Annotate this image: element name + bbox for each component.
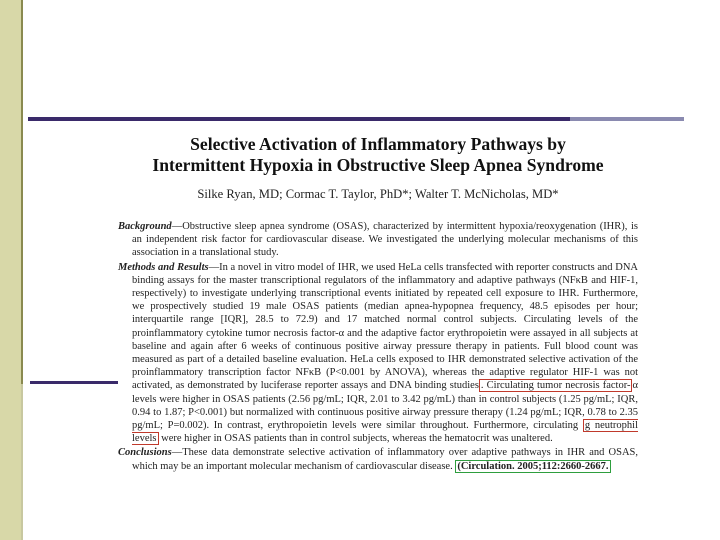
- highlight-tnf-alpha: . Circulating tumor necrosis factor-: [480, 380, 631, 392]
- article-image: [118, 128, 638, 482]
- methods-text-3: were higher in OSAS patients than in control subjects, whereas the hematocrit was unaltered.: [158, 433, 553, 445]
- title-line-2: Intermittent Hypoxia in Obstructive Sleep Apnea Syndrome: [152, 155, 604, 175]
- methods-paragraph: [118, 261, 638, 446]
- methods-heading: Methods and Results: [118, 261, 209, 273]
- background-paragraph: [118, 220, 638, 260]
- methods-text-1: —In a novel in vitro model of IHR, we used HeLa cells transfected with reporter constructs and DNA binding assays for the master transcriptional regulators of the inflammatory and adaptive pathways (NFκB and HIF-1, respectively) to investigate underlying transcriptional events initiated by repeated cell exposure to IHR. Furthermore, we prospectively studied 19 male OSAS patients (median apnea-hypopnea frequency, 48.5 episodes per hour; interquartile range [IQR], 28.5 to 72.9) and 17 matched normal control subjects. Circulating levels of the proinflammatory cytokine tumor necrosis factor-α and the adaptive factor erythropoietin were assayed in all subjects at baseline and again after 6 weeks of continuous positive airway pressure therapy in patients. Full blood count was measured as part of a detailed baseline evaluation. HeLa cells exposed to IHR demonstrated selective activation of the proinflammatory transcription factor NFκB (P<0.001 by ANOVA), whereas the adaptive regulator HIF-1 was not activated, as demonstrated by luciferase reporter assays and DNA binding studies: [132, 261, 638, 392]
- vertical-divider-lower: [21, 384, 23, 540]
- conclusions-paragraph: [118, 446, 638, 472]
- methods-text-2: α levels were higher in OSAS patients (2.56 pg/mL; IQR, 2.01 to 3.42 pg/mL) than in control subjects (1.25 pg/mL; IQR, 0.94 to 1.87; P<0.001) but normalized with continuous positive airway pressure therapy (1.24 pg/mL; IQR, 0.78 to 2.35 pg/mL; P=0.002). In contrast, erythropoietin levels were similar throughout. Furthermore, circulating: [132, 380, 638, 432]
- article-abstract: [118, 220, 638, 474]
- article-authors: Silke Ryan, MD; Cormac T. Taylor, PhD*; Walter T. McNicholas, MD*: [197, 187, 559, 201]
- background-text: —Obstructive sleep apnea syndrome (OSAS), characterized by intermittent hypoxia/reoxygenation (IHR), is an independent risk factor for cardiovascular disease. We investigated the underlying molecular mechanisms of this association in a translational study.: [132, 221, 638, 259]
- highlight-citation: (Circulation. 2005;112:2660-2667.: [457, 460, 609, 472]
- conclusions-heading: Conclusions: [118, 447, 172, 459]
- horizontal-divider-extension: [570, 117, 684, 121]
- article-title: [118, 134, 638, 176]
- title-line-1: Selective Activation of Inflammatory Pathways by: [190, 134, 566, 154]
- horizontal-divider: [28, 117, 570, 121]
- conclusions-text: —These data demonstrate selective activation of inflammatory over adaptive pathways in IHR and OSAS, which may be an important molecular mechanism of cardiovascular disease.: [132, 447, 638, 472]
- left-accent-band: [0, 0, 21, 540]
- short-accent-rule: [30, 381, 118, 384]
- background-heading: Background: [118, 221, 172, 232]
- highlight-neutrophil: g neutrophil levels: [132, 420, 638, 445]
- vertical-divider-upper: [21, 0, 23, 384]
